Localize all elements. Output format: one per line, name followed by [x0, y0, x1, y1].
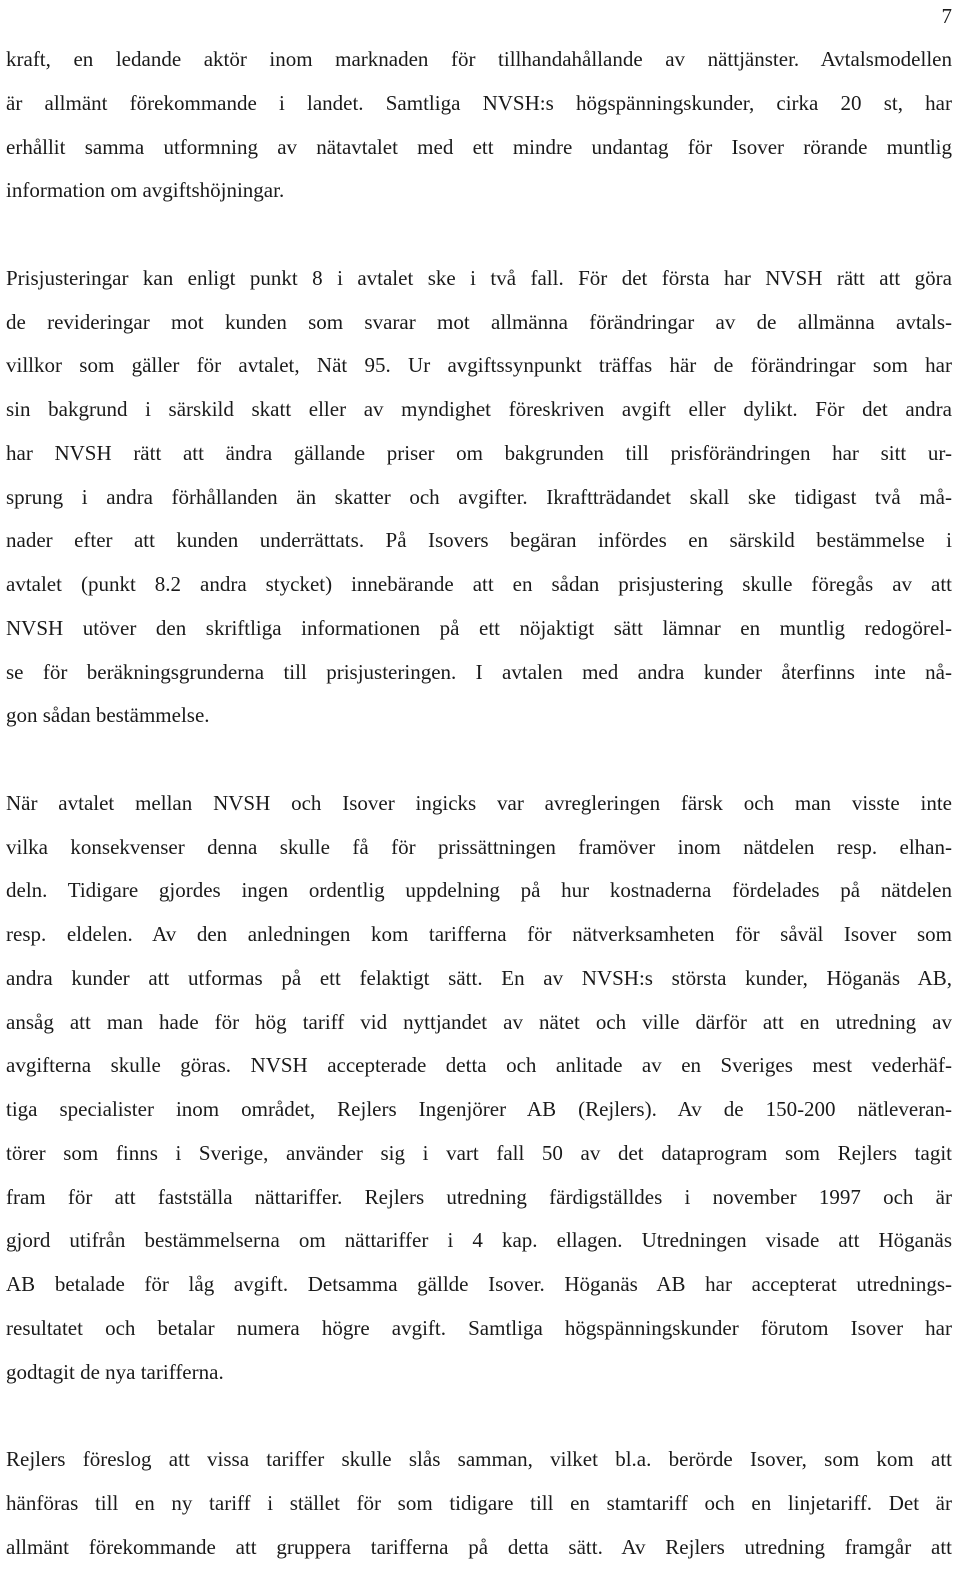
text-line: allmänt förekommande att gruppera tarifferna på detta sätt. Av Rejlers utredning framgår att [6, 1534, 952, 1559]
text-line: deln. Tidigare gjordes ingen ordentlig uppdelning på hur kostnaderna fördelades på nätdelen [6, 878, 952, 903]
paragraph-gap [6, 213, 952, 257]
text-line: villkor som gäller för avtalet, Nät 95. Ur avgiftssynpunkt träffas här de förändringar som har [6, 353, 952, 378]
text-line: hänföras till en ny tariff i stället för som tidigare till en stamtariff och en linjetariff. Det är [6, 1490, 952, 1515]
text-line: har NVSH rätt att ändra gällande priser om bakgrunden till prisförändringen har sitt ur- [6, 440, 952, 465]
text-line: kraft, en ledande aktör inom marknaden för tillhandahållande av nättjänster. Avtalsmodellen [6, 47, 952, 71]
text-line: erhållit samma utformning av nätavtalet med ett mindre undantag för Isover rörande muntlig [6, 134, 952, 159]
paragraph-3 [6, 782, 952, 1395]
text-line: se för beräkningsgrunderna till prisjusteringen. I avtalen med andra kunder återfinns inte nå- [6, 659, 952, 684]
text-line: vilka konsekvenser denna skulle få för prissättningen framöver inom nätdelen resp. elhan- [6, 834, 952, 859]
text-line: tiga specialister inom området, Rejlers Ingenjörer AB (Rejlers). Av de 150-200 nätleveran- [6, 1097, 952, 1121]
text-line: avgifterna skulle göras. NVSH accepterade detta och anlitade av en Sveriges mest vederhäf- [6, 1053, 952, 1078]
text-line: När avtalet mellan NVSH och Isover ingicks var avregleringen färsk och man visste inte [6, 790, 952, 815]
text-line: NVSH utöver den skriftliga informationen på ett nöjaktigt sätt lämnar en muntlig redogörel- [6, 615, 952, 640]
document-body [6, 38, 952, 1569]
text-line: törer som finns i Sverige, använder sig i vart fall 50 av det dataprogram som Rejlers tagit [6, 1140, 952, 1165]
text-line: fram för att fastställa nättariffer. Rejlers utredning färdigställdes i november 1997 och är [6, 1184, 952, 1209]
paragraph-gap [6, 1394, 952, 1438]
paragraph-1 [6, 38, 952, 213]
text-line: de revideringar mot kunden som svarar mot allmänna förändringar av de allmänna avtals- [6, 309, 952, 334]
paragraph-gap [6, 738, 952, 782]
text-line: godtagit de nya tarifferna. [6, 1359, 224, 1384]
page-number: 7 [941, 4, 952, 28]
text-line: är allmänt förekommande i landet. Samtliga NVSH:s högspänningskunder, cirka 20 st, har [6, 90, 952, 115]
text-line: avtalet (punkt 8.2 andra stycket) innebärande att en sådan prisjustering skulle föregås av att [6, 572, 952, 596]
text-line: Rejlers föreslog att vissa tariffer skulle slås samman, vilket bl.a. berörde Isover, som kom att [6, 1447, 952, 1471]
text-line: Prisjusteringar kan enligt punkt 8 i avtalet ske i två fall. För det första har NVSH rätt att göra [6, 265, 952, 290]
text-line: sprung i andra förhållanden än skatter och avgifter. Ikraftträdandet skall ske tidigast två må- [6, 484, 952, 509]
text-line: resultatet och betalar numera högre avgift. Samtliga högspänningskunder förutom Isover har [6, 1315, 952, 1340]
text-line: ansåg att man hade för hög tariff vid nyttjandet av nätet och ville därför att en utredning av [6, 1009, 952, 1034]
text-line: resp. eldelen. Av den anledningen kom tarifferna för nätverksamheten för såväl Isover som [6, 922, 952, 946]
paragraph-4 [6, 1438, 952, 1569]
text-line: AB betalade för låg avgift. Detsamma gällde Isover. Höganäs AB har accepterat utrednings- [6, 1272, 952, 1296]
paragraph-2 [6, 257, 952, 738]
text-line: nader efter att kunden underrättats. På Isovers begäran infördes en särskild bestämmelse i [6, 528, 952, 553]
text-line: andra kunder att utformas på ett felaktigt sätt. En av NVSH:s största kunder, Höganäs AB, [6, 965, 952, 990]
text-line: sin bakgrund i särskild skatt eller av myndighet föreskriven avgift eller dylikt. För det andra [6, 397, 952, 421]
text-line: information om avgiftshöjningar. [6, 178, 285, 203]
text-line: gjord utifrån bestämmelserna om nättariffer i 4 kap. ellagen. Utredningen visade att Höganäs [6, 1228, 952, 1253]
text-line: gon sådan bestämmelse. [6, 703, 210, 728]
